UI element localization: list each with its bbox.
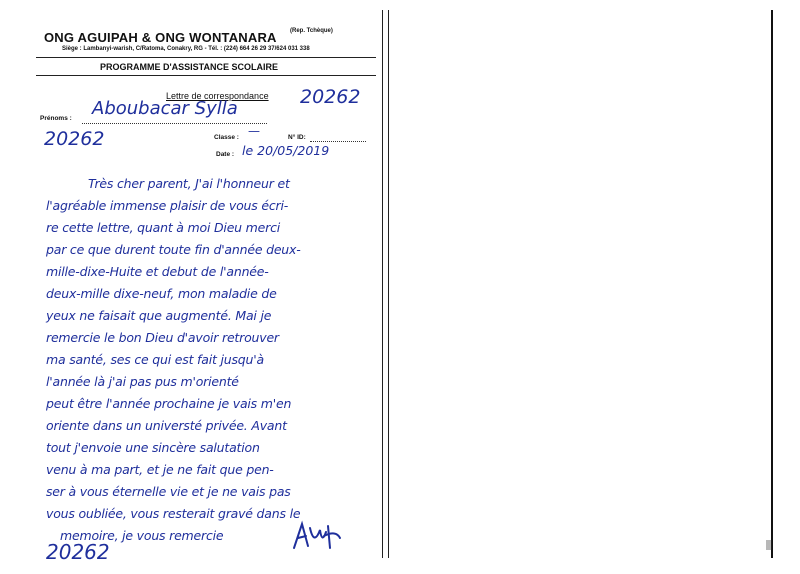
classe-value: — (248, 124, 260, 138)
code-left: 20262 (44, 128, 105, 150)
handwritten-signature (290, 518, 346, 554)
letter-line: vous oubliée, vous resterait gravé dans le (46, 506, 301, 521)
letter-line: l'année là j'ai pas pus m'orienté (46, 374, 239, 389)
letter-line: remercie le bon Dieu d'avoir retrouver (46, 330, 279, 345)
blank-page (388, 10, 773, 558)
letter-line: mille-dixe-Huite et debut de l'année- (46, 264, 269, 279)
letter-line: memoire, je vous remercie (60, 528, 224, 543)
header-divider-top (36, 57, 376, 58)
prenoms-label: Prénoms : (40, 115, 72, 122)
letter-line: l'agréable immense plaisir de vous écri- (46, 198, 289, 213)
student-name-value: Aboubacar Sylla (92, 98, 238, 119)
date-value: le 20/05/2019 (242, 143, 330, 158)
code-top-right: 20262 (300, 86, 361, 108)
letter-line: Très cher parent, J'ai l'honneur et (88, 176, 290, 191)
organization-country-note: (Rep. Tchèque) (290, 28, 333, 34)
id-field-line (310, 141, 366, 142)
letter-line: peut être l'année prochaine je vais m'en (46, 396, 292, 411)
date-label: Date : (216, 151, 235, 158)
letter-line: deux-mille dixe-neuf, mon maladie de (46, 286, 277, 301)
code-bottom: 20262 (46, 540, 110, 564)
classe-label: Classe : (214, 134, 239, 141)
header-divider-bottom (36, 75, 376, 76)
letter-line: venu à ma part, et je ne fait que pen- (46, 462, 274, 477)
letter-title: Lettre de correspondance (166, 91, 269, 101)
id-label: N° ID: (288, 134, 306, 141)
name-field-line (82, 123, 267, 124)
letter-line: tout j'envoie une sincère salutation (46, 440, 260, 455)
letter-line: oriente dans un universté privée. Avant (46, 418, 287, 433)
letter-line: yeux ne faisait que augmenté. Mai je (46, 308, 272, 323)
organization-address: Siège : Lambanyi-warish, C/Ratoma, Conakry, RG - Tél. : (224) 664 26 29 37/624 031 338 (62, 46, 310, 52)
letter-line: ser à vous éternelle vie et je ne vais pas (46, 484, 291, 499)
letter-line: par ce que durent toute fin d'année deux- (46, 242, 301, 257)
letter-line: re cette lettre, quant à moi Dieu merci (46, 220, 281, 235)
scan-edge-mark (766, 540, 772, 550)
organization-name: ONG AGUIPAH & ONG WONTANARA (44, 30, 277, 45)
letter-line: ma santé, ses ce qui est fait jusqu'à (46, 352, 264, 367)
program-title: PROGRAMME D'ASSISTANCE SCOLAIRE (100, 62, 278, 72)
